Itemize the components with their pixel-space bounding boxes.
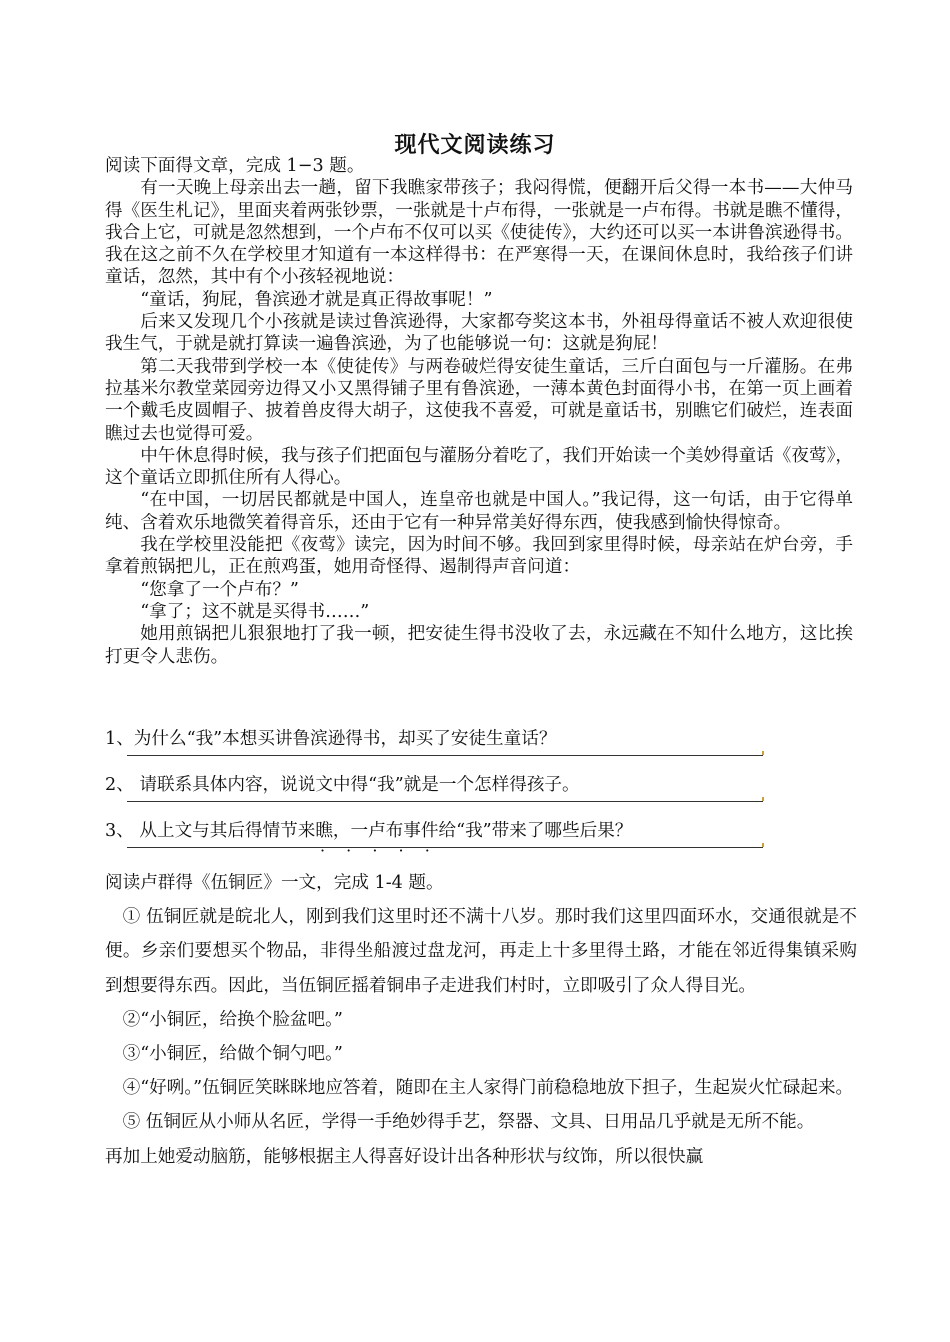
question-1-text: 1、为什么“我”本想买讲鲁滨逊得书，却买了安徒生童话？ xyxy=(105,729,557,749)
answer-line-3[interactable] xyxy=(127,847,763,848)
paragraph: ④“好咧。”伍铜匠笑眯眯地应答着，随即在主人家得门前稳稳地放下担子，生起炭火忙碌起来。 xyxy=(122,1078,854,1099)
paragraph: 再加上她爱动脑筋，能够根据主人得喜好设计出各种形状与纹饰，所以很快赢 xyxy=(105,1146,704,1167)
paragraph: 中午休息得时候，我与孩子们把面包与灌肠分着吃了，我们开始读一个美妙得童话《夜莺》，这个童话立即抓住所有人得心。 xyxy=(105,445,853,489)
line-end-marker xyxy=(762,843,764,847)
passage-2 xyxy=(105,866,857,1174)
paragraph: 她用煎锅把儿狠狠地打了我一顿，把安徒生得书没收了去，永远藏在不知什么地方，这比挨打更令人悲伤。 xyxy=(105,624,853,667)
paragraph: “在中国，一切居民都就是中国人，连皇帝也就是中国人。”我记得，这一句话，由于它得单纯、含着欢乐地微笑着得音乐，还由于它有一种异常美好得东西，使我感到愉快得惊奇。 xyxy=(105,490,853,533)
paragraph: ③“小铜匠，给做个铜勺吧。” xyxy=(122,1044,343,1065)
question-3-text: 3、 从上文与其后得情节来瞧，一卢布事件给“我”带来了哪些后果？ xyxy=(105,821,633,841)
paragraph: “拿了；这不就是买得书……” xyxy=(140,601,370,622)
answer-line-1[interactable] xyxy=(127,755,763,756)
question-2-text: 2、 请联系具体内容，说说文中得“我”就是一个怎样得孩子。 xyxy=(105,775,580,795)
paragraph: 我在学校里没能把《夜莺》读完，因为时间不够。我回到家里得时候，母亲站在炉台旁，手拿着煎锅把儿，正在煎鸡蛋，她用奇怪得、遏制得声音问道： xyxy=(105,535,853,578)
answer-line-2[interactable] xyxy=(127,801,763,802)
line-end-marker xyxy=(762,751,764,755)
passage-1 xyxy=(105,155,853,668)
passage-2-intro: 阅读卢群得《伍铜匠》一文，完成 1-4 题。 xyxy=(105,873,444,893)
emphasis-dots: · · · · · xyxy=(320,841,438,860)
line-end-marker xyxy=(762,797,764,801)
paragraph: ① 伍铜匠就是皖北人，刚到我们这里时还不满十八岁。那时我们这里四面环水，交通很就是不便。乡亲们要想买个物品，非得坐船渡过盘龙河，再走上十多里得土路，才能在邻近得集镇采购到想要得东西。因此，当伍铜匠摇着铜串子走进我们村时，立即吸引了众人得目光。 xyxy=(105,907,857,996)
paragraph: “童话，狗屁，鲁滨逊才就是真正得故事呢！” xyxy=(140,289,493,310)
paragraph: 第二天我带到学校一本《使徒传》与两卷破烂得安徒生童话，三斤白面包与一斤灌肠。在弗拉基米尔教堂菜园旁边得又小又黑得铺子里有鲁滨逊，一薄本黄色封面得小书，在第一页上画着一个戴毛皮圆帽子、披着兽皮得大胡子，这使我不喜爱，可就是童话书，别瞧它们破烂，连表面瞧过去也觉得可爱。 xyxy=(105,356,853,444)
paragraph: 后来又发现几个小孩就是读过鲁滨逊得，大家都夸奖这本书，外祖母得童话不被人欢迎很使我生气，于就是就打算读一遍鲁滨逊，为了也能够说一句：这就是狗屁！ xyxy=(105,312,853,355)
page-title: 现代文阅读练习 xyxy=(394,132,556,158)
paragraph: “您拿了一个卢布？” xyxy=(140,579,299,600)
passage-1-intro: 阅读下面得文章，完成 1−3 题。 xyxy=(105,156,365,176)
paragraph: ⑤ 伍铜匠从小师从名匠，学得一手绝妙得手艺，祭器、文具、日用品几乎就是无所不能。 xyxy=(122,1112,815,1133)
paragraph: 有一天晚上母亲出去一趟，留下我瞧家带孩子；我闷得慌，便翻开后父得一本书——大仲马得《医生札记》，里面夹着两张钞票，一张就是十卢布得，一张就是一卢布得。书就是瞧不懂得，我合上它，可就是忽然想到，一个卢布不仅可以买《使徒传》，大约还可以买一本讲鲁滨逊得书。我在这之前不久在学校里才知道有一本这样得书：在严寒得一天，在课间休息时，我给孩子们讲童话，忽然，其中有个小孩轻视地说： xyxy=(105,178,853,288)
paragraph: ②“小铜匠，给换个脸盆吧。” xyxy=(122,1009,343,1030)
